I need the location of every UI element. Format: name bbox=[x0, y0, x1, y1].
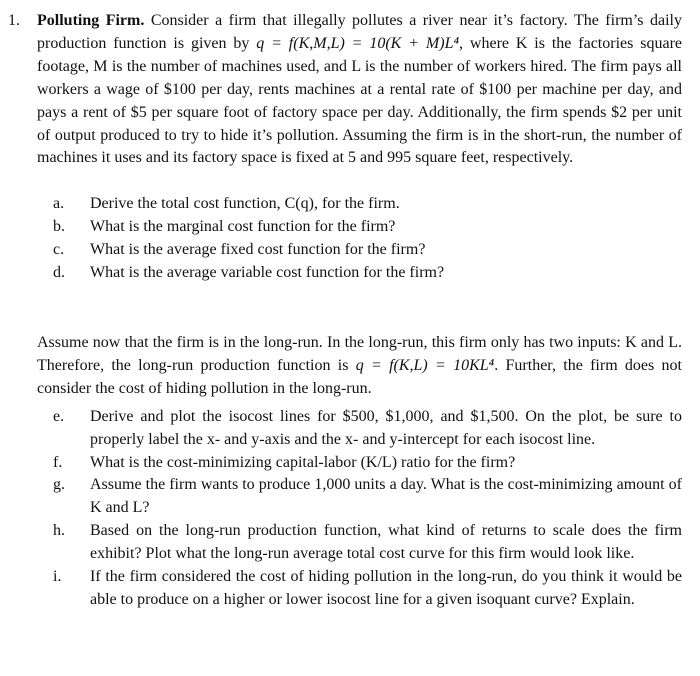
question-text: What is the cost-minimizing capital-labor (K/L) ratio for the firm? bbox=[90, 453, 516, 471]
intro-text-1: Consider a firm that illegally pollutes a river near it’s factory. The firm’s daily production function is given by bbox=[37, 12, 682, 52]
long-run-paragraph bbox=[37, 332, 682, 401]
question-text: Assume the firm wants to produce 1,000 units a day. What is the cost-minimizing amount of K and L? bbox=[90, 476, 682, 517]
question-text: Based on the long-run production function, what kind of returns to scale does the firm exhibit? Plot what the long-run average total cost curve for this firm would look like. bbox=[90, 522, 682, 563]
question-i bbox=[53, 566, 682, 612]
question-letter: g. bbox=[53, 476, 65, 494]
question-text: What is the average fixed cost function for the firm? bbox=[90, 241, 426, 259]
question-c bbox=[53, 239, 682, 262]
intro-text-2: , where K is the factories square footage, M is the number of machines used, and L is the number of workers hired. The firm pays all workers a wage of $100 per day, rents machines at a rental rate of $100 per machine per day, and pays a rent of $5 per square foot of factory space per day. Additionally, the firm spends $2 per unit of output produced to try to hide it’s pollution. Assuming the firm is in the short-run, the number of machines it uses and its factory space is fixed at 5 and 995 square feet, respectively. bbox=[37, 34, 682, 167]
short-run-production-function: q = f(K,M,L) = 10(K + M)L⁴ bbox=[256, 34, 460, 52]
question-h bbox=[53, 520, 682, 566]
question-e bbox=[53, 406, 682, 452]
question-letter: f. bbox=[53, 453, 63, 471]
long-run-production-function: q = f(K,L) = 10KL⁴ bbox=[355, 356, 495, 374]
problem-number: 1. bbox=[8, 12, 20, 29]
question-letter: a. bbox=[53, 195, 65, 213]
question-letter: h. bbox=[53, 522, 65, 540]
short-run-question-list bbox=[53, 193, 682, 285]
question-b bbox=[53, 216, 682, 239]
long-run-text-1: Assume now that the firm is in the long-run. In the long-run, this firm only has two inputs: K and L. Therefore, the long-run production function is bbox=[37, 333, 682, 374]
question-letter: d. bbox=[53, 264, 65, 282]
question-a bbox=[53, 193, 682, 216]
question-letter: c. bbox=[53, 241, 65, 259]
question-text: Derive the total cost function, C(q), for the firm. bbox=[90, 195, 400, 213]
problem-1 bbox=[8, 10, 682, 612]
question-letter: e. bbox=[53, 407, 65, 425]
question-g bbox=[53, 474, 682, 520]
question-text: What is the marginal cost function for the firm? bbox=[90, 218, 396, 236]
question-text: What is the average variable cost function for the firm? bbox=[90, 264, 445, 282]
question-text: If the firm considered the cost of hiding pollution in the long-run, do you think it would be able to produce on a higher or lower isocost line for a given isoquant curve? Explain. bbox=[90, 568, 682, 608]
question-text: Derive and plot the isocost lines for $500, $1,000, and $1,500. On the plot, be sure to properly label the x- and y-axis and the x- and y-intercept for each isocost line. bbox=[90, 407, 682, 448]
long-run-question-list bbox=[53, 406, 682, 612]
question-letter: b. bbox=[53, 218, 65, 236]
question-d bbox=[53, 262, 682, 285]
problem-intro bbox=[37, 10, 682, 170]
long-run-text-2: . Further, the firm does not consider the cost of hiding pollution in the long-run. bbox=[37, 356, 682, 397]
question-letter: i. bbox=[53, 568, 62, 586]
problem-title: Polluting Firm. bbox=[37, 12, 145, 29]
question-f bbox=[53, 452, 682, 475]
